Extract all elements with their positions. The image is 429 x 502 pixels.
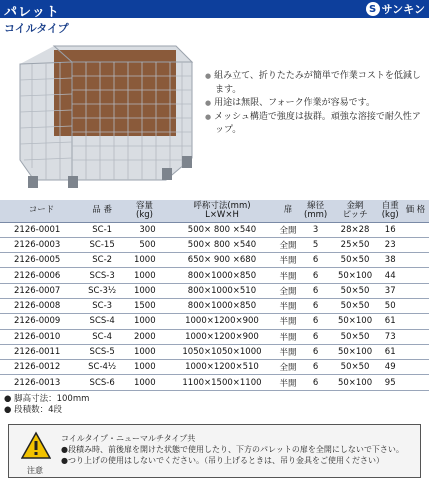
table-cell: 50×100 — [332, 268, 379, 283]
table-cell: 49 — [379, 360, 402, 375]
table-cell: 6 — [300, 253, 332, 268]
table-cell: 38 — [379, 253, 402, 268]
table-cell: 半開 — [276, 298, 299, 313]
table-cell: 6 — [300, 283, 332, 298]
caution-line: コイルタイプ・ニューマルチタイプ共 — [61, 434, 196, 443]
table-row — [0, 375, 429, 390]
table-cell — [402, 360, 429, 375]
table-row — [0, 268, 429, 283]
feature-list — [205, 70, 425, 138]
table-cell: 2126-0008 — [0, 298, 83, 313]
table-cell: 1500 — [121, 298, 167, 313]
column-header: 容量 (kg) — [121, 200, 167, 222]
table-cell: 2126-0013 — [0, 375, 83, 390]
brand-logo — [366, 1, 425, 17]
table-cell: 6 — [300, 268, 332, 283]
table-row — [0, 360, 429, 375]
column-header: 自重 (kg) — [379, 200, 402, 222]
table-cell: 全開 — [276, 237, 299, 252]
warning-icon — [21, 431, 51, 465]
brand-mark-icon: S — [366, 2, 380, 16]
table-cell: 500× 800 ×540 — [168, 237, 277, 252]
table-cell — [402, 253, 429, 268]
table-cell: 全開 — [276, 360, 299, 375]
table-cell: 1000 — [121, 283, 167, 298]
column-header: 価 格 — [402, 200, 429, 222]
table-cell: 50 — [379, 298, 402, 313]
table-cell: 半開 — [276, 375, 299, 390]
table-cell — [402, 344, 429, 359]
table-cell — [402, 314, 429, 329]
table-cell: 6 — [300, 375, 332, 390]
table-cell — [402, 329, 429, 344]
table-cell: SCS-5 — [83, 344, 122, 359]
table-cell: SC-2 — [83, 253, 122, 268]
note-stack-count: ● 段積数：4段 — [4, 405, 63, 415]
brand-name: サンキン — [381, 3, 425, 16]
table-cell — [402, 283, 429, 298]
table-cell: 1000 — [121, 344, 167, 359]
table-cell: 6 — [300, 314, 332, 329]
table-cell: 2126-0007 — [0, 283, 83, 298]
caution-line: ●段積み時、前後扉を開けた状態で使用したり、下方のパレットの扉を全開にしないで下さい。 — [61, 445, 404, 454]
table-cell: SCS-6 — [83, 375, 122, 390]
table-cell: SC-3½ — [83, 283, 122, 298]
table-cell: 44 — [379, 268, 402, 283]
table-cell: 2126-0001 — [0, 222, 83, 237]
table-cell: 50×50 — [332, 253, 379, 268]
column-header: 呼称寸法(mm) L×W×H — [168, 200, 277, 222]
table-cell: 2126-0006 — [0, 268, 83, 283]
spec-table — [0, 200, 429, 391]
table-cell: 6 — [300, 329, 332, 344]
table-cell: 半開 — [276, 253, 299, 268]
feature-item: ● 組み立て、折りたたみが簡単で作業コストを低減します。 — [205, 70, 425, 97]
column-header: コード — [0, 200, 83, 222]
table-cell: 23 — [379, 237, 402, 252]
table-cell: 650× 900 ×680 — [168, 253, 277, 268]
table-cell: 1050×1050×1000 — [168, 344, 277, 359]
feature-item: ● メッシュ構造で強度は抜群。頑強な溶接で耐久性アップ。 — [205, 111, 425, 138]
table-cell: SC-1 — [83, 222, 122, 237]
table-row — [0, 237, 429, 252]
table-cell: 2126-0009 — [0, 314, 83, 329]
table-cell: 1000 — [121, 375, 167, 390]
feature-item: ● 用途は無限、フォーク作業が容易です。 — [205, 97, 425, 111]
table-row — [0, 253, 429, 268]
table-row — [0, 298, 429, 313]
table-cell: 50×100 — [332, 344, 379, 359]
table-cell: 1000 — [121, 314, 167, 329]
table-cell: 800×1000×850 — [168, 298, 277, 313]
table-cell: 1000×1200×900 — [168, 329, 277, 344]
caution-text — [61, 433, 404, 466]
table-cell: 2126-0011 — [0, 344, 83, 359]
table-cell: 50×50 — [332, 298, 379, 313]
table-cell: 6 — [300, 360, 332, 375]
table-row — [0, 283, 429, 298]
table-cell: 半開 — [276, 329, 299, 344]
table-cell: 500× 800 ×540 — [168, 222, 277, 237]
table-cell: 61 — [379, 314, 402, 329]
pallet-photo — [16, 40, 194, 190]
table-cell: SC-15 — [83, 237, 122, 252]
spec-table-header — [0, 200, 429, 222]
notes — [4, 394, 89, 416]
table-cell: 2126-0003 — [0, 237, 83, 252]
table-cell: 半開 — [276, 344, 299, 359]
table-cell — [402, 222, 429, 237]
table-cell: 1000×1200×900 — [168, 314, 277, 329]
table-row — [0, 344, 429, 359]
table-cell: 全開 — [276, 283, 299, 298]
column-header: 線径 (mm) — [300, 200, 332, 222]
table-cell: 5 — [300, 237, 332, 252]
table-cell: 25×50 — [332, 237, 379, 252]
column-header: 金網 ピッチ — [332, 200, 379, 222]
table-row — [0, 222, 429, 237]
table-cell: 2126-0005 — [0, 253, 83, 268]
table-cell: 1100×1500×1100 — [168, 375, 277, 390]
table-cell: 95 — [379, 375, 402, 390]
table-cell: 2000 — [121, 329, 167, 344]
table-cell: 50×50 — [332, 283, 379, 298]
table-cell: 73 — [379, 329, 402, 344]
table-cell: 50×100 — [332, 375, 379, 390]
header-bar — [0, 0, 429, 18]
table-cell: 2126-0012 — [0, 360, 83, 375]
table-cell: 1000 — [121, 268, 167, 283]
table-cell: 3 — [300, 222, 332, 237]
table-cell: SCS-3 — [83, 268, 122, 283]
table-cell: 500 — [121, 237, 167, 252]
table-cell — [402, 298, 429, 313]
table-cell: 61 — [379, 344, 402, 359]
table-cell: 50×50 — [332, 329, 379, 344]
table-cell: 1000 — [121, 360, 167, 375]
product-subtitle: コイルタイプ — [4, 22, 69, 35]
table-cell — [402, 237, 429, 252]
table-cell: 300 — [121, 222, 167, 237]
page-title: パレット — [4, 5, 60, 20]
table-cell — [402, 375, 429, 390]
table-cell: 28×28 — [332, 222, 379, 237]
caution-line: ●つり上げの使用はしないでください。（吊り上げるときは、吊り金具をご使用ください） — [61, 456, 384, 465]
table-cell: 1000×1200×510 — [168, 360, 277, 375]
table-cell: 37 — [379, 283, 402, 298]
table-cell — [402, 268, 429, 283]
table-cell: SC-3 — [83, 298, 122, 313]
table-cell: 16 — [379, 222, 402, 237]
table-cell: 半開 — [276, 268, 299, 283]
table-row — [0, 314, 429, 329]
table-cell: SC-4 — [83, 329, 122, 344]
table-cell: 半開 — [276, 314, 299, 329]
note-leg-height: ● 脚高寸法：100mm — [4, 394, 90, 404]
table-cell: 2126-0010 — [0, 329, 83, 344]
table-cell: 6 — [300, 298, 332, 313]
table-cell: SC-4½ — [83, 360, 122, 375]
table-cell: 800×1000×850 — [168, 268, 277, 283]
table-cell: 全開 — [276, 222, 299, 237]
column-header: 品 番 — [83, 200, 122, 222]
table-cell: SCS-4 — [83, 314, 122, 329]
table-cell: 6 — [300, 344, 332, 359]
table-cell: 1000 — [121, 253, 167, 268]
table-row — [0, 329, 429, 344]
table-cell: 50×50 — [332, 360, 379, 375]
table-cell: 800×1000×510 — [168, 283, 277, 298]
column-header: 扉 — [276, 200, 299, 222]
caution-box — [8, 424, 421, 478]
caution-label: 注意 — [27, 466, 43, 475]
table-cell: 50×100 — [332, 314, 379, 329]
